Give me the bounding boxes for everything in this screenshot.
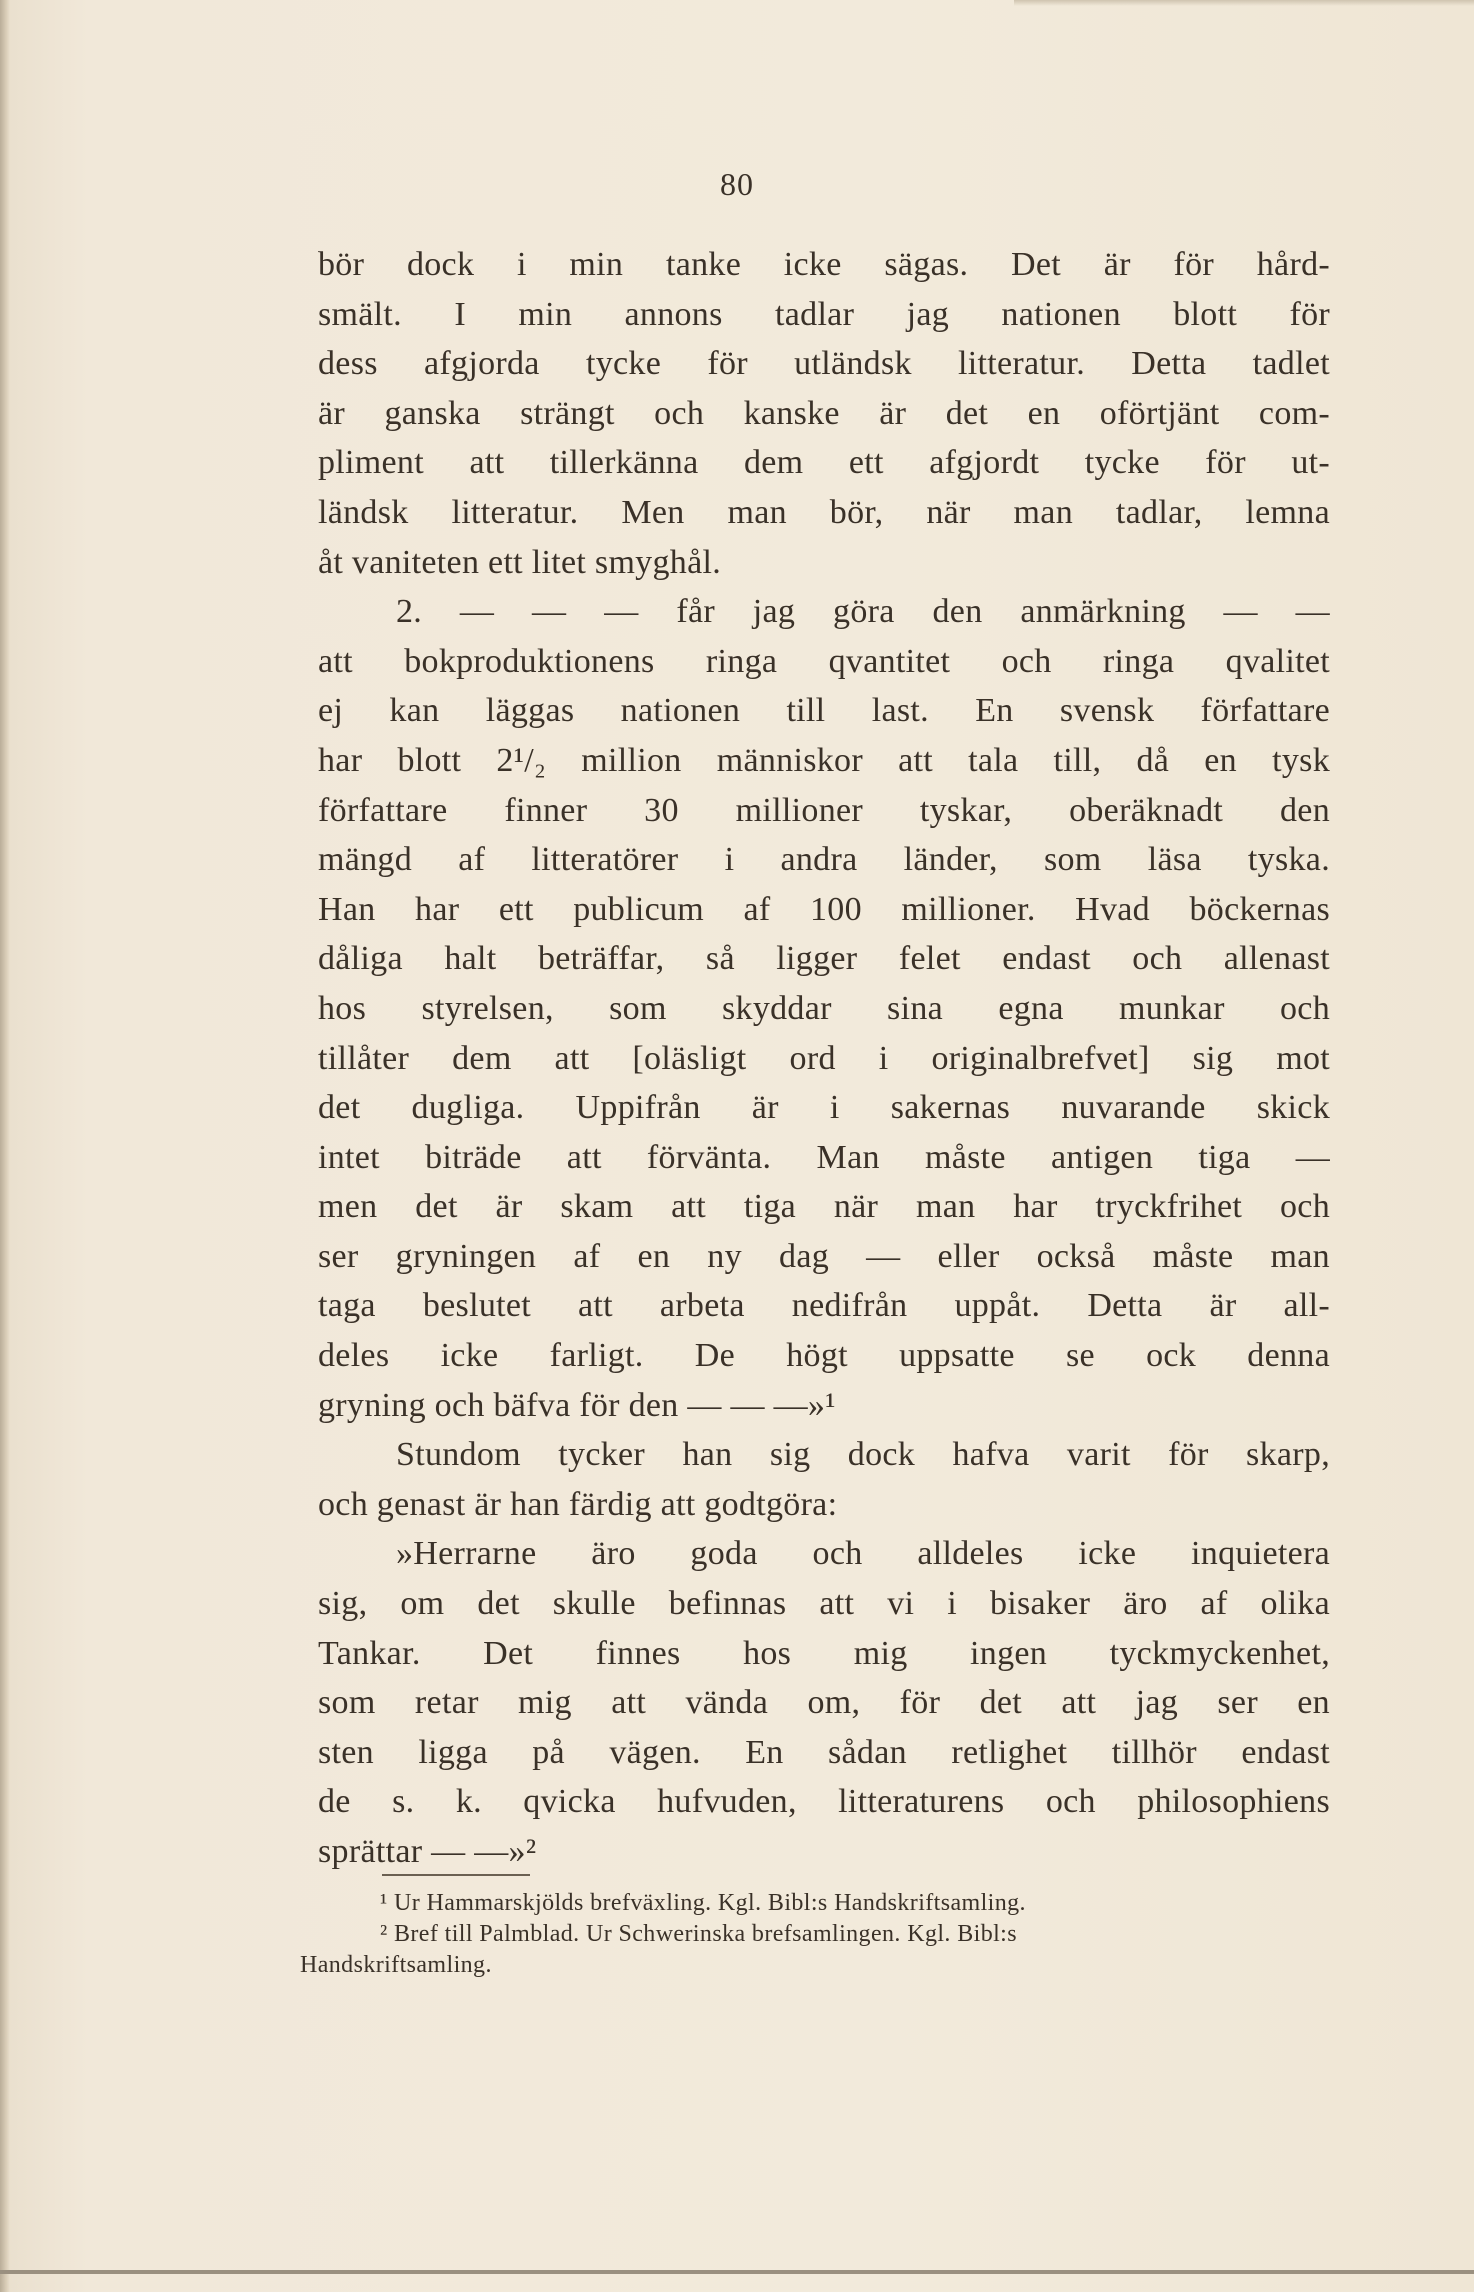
text-line: mängd af litteratörer i andra länder, som läsa tyska. [318, 841, 1330, 879]
text-line: det dugliga. Uppifrån är i sakernas nuvarande skick [318, 1089, 1330, 1127]
footnote: ² Bref till Palmblad. Ur Schwerinska brefsamlingen. Kgl. Bibl:s [380, 1921, 1017, 1947]
footnotes [300, 1888, 1300, 1981]
footnote: Handskriftsamling. [300, 1952, 492, 1978]
text-line: »Herrarne äro goda och alldeles icke inquietera [396, 1535, 1330, 1573]
text-line: hos styrelsen, som skyddar sina egna munkar och [318, 989, 1330, 1027]
text-line: taga beslutet att arbeta nedifrån uppåt. Detta är all- [318, 1287, 1330, 1325]
footnote-divider [382, 1874, 530, 1876]
text-line: Stundom tycker han sig dock hafva varit för skarp, [396, 1436, 1330, 1474]
text-line: gryning och bäfva för den — — —»¹ [318, 1386, 836, 1424]
text-line: ländsk litteratur. Men man bör, när man tadlar, lemna [318, 493, 1330, 531]
text-line: ser gryningen af en ny dag — eller också måste man [318, 1237, 1330, 1275]
text-line: pliment att tillerkänna dem ett afgjordt tycke för ut- [318, 444, 1330, 482]
footnote: ¹ Ur Hammarskjölds brefväxling. Kgl. Bibl:s Handskriftsamling. [380, 1890, 1026, 1916]
text-line: sprättar — —»² [318, 1833, 537, 1870]
text-line: sig, om det skulle befinnas att vi i bisaker äro af olika [318, 1585, 1330, 1623]
text-line: att bokproduktionens ringa qvantitet och ringa qvalitet [318, 642, 1330, 680]
text-line: dess afgjorda tycke för utländsk litteratur. Detta tadlet [318, 345, 1330, 383]
text-line: men det är skam att tiga när man har tryckfrihet och [318, 1188, 1330, 1226]
text-line: som retar mig att vända om, för det att jag ser en [318, 1684, 1330, 1722]
page-top-edge [1014, 0, 1474, 6]
text-line: åt vaniteten ett litet smyghål. [318, 543, 722, 581]
text-line: har blott 2¹/₂ million människor att tala till, då en tysk [318, 741, 1330, 779]
text-line: 2. — — — får jag göra den anmärkning — — [396, 593, 1330, 631]
page-left-edge [0, 0, 10, 2292]
text-line: författare finner 30 millioner tyskar, oberäknadt den [318, 791, 1330, 829]
text-line: är ganska strängt och kanske är det en oförtjänt com- [318, 394, 1330, 432]
text-line: ej kan läggas nationen till last. En svensk författare [318, 692, 1330, 730]
page-number: 80 [720, 166, 754, 202]
body-text [318, 240, 1330, 1877]
text-line: Han har ett publicum af 100 millioner. Hvad böckernas [318, 890, 1330, 928]
text-line: smält. I min annons tadlar jag nationen blott för [318, 295, 1330, 333]
text-line: de s. k. qvicka hufvuden, litteraturens och philosophiens [318, 1783, 1330, 1821]
text-line: bör dock i min tanke icke sägas. Det är för hård- [318, 246, 1330, 283]
text-line: intet biträde att förvänta. Man måste antigen tiga — [318, 1138, 1330, 1176]
text-line: deles icke farligt. De högt uppsatte se ock denna [318, 1337, 1330, 1375]
text-line: sten ligga på vägen. En sådan retlighet tillhör endast [318, 1733, 1330, 1771]
text-line: tillåter dem att [oläsligt ord i originalbrefvet] sig mot [318, 1039, 1330, 1077]
text-line: dåliga halt beträffar, så ligger felet endast och allenast [318, 940, 1330, 978]
text-line: Tankar. Det finnes hos mig ingen tyckmyckenhet, [318, 1634, 1330, 1672]
page-bottom-edge [0, 2270, 1474, 2274]
text-line: och genast är han färdig att godtgöra: [318, 1485, 838, 1523]
